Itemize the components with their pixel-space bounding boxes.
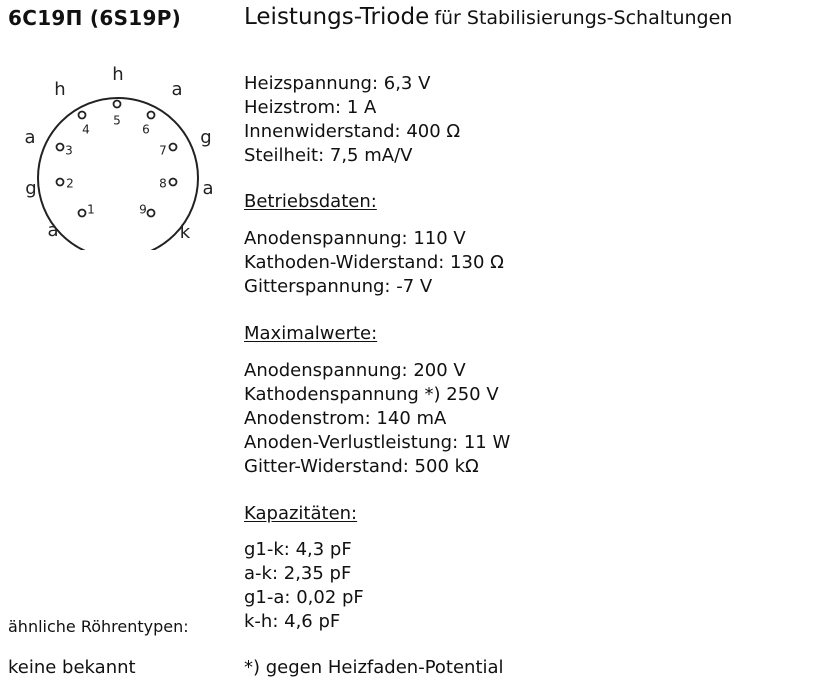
- title-main: Leistungs-Triode: [244, 4, 430, 30]
- pin-function-5: h: [112, 64, 124, 85]
- pin-hole-9: [148, 210, 155, 217]
- pin-hole-8: [170, 179, 177, 186]
- maximum-block: [244, 359, 510, 479]
- page-title: [244, 4, 732, 30]
- pinout-diagram: [10, 55, 215, 250]
- pin-function-2: g: [25, 178, 37, 199]
- pin-number-1: 1: [87, 202, 95, 217]
- pin-hole-3: [57, 144, 64, 151]
- pin-function-9: k: [179, 222, 191, 243]
- pin-function-7: g: [200, 127, 212, 148]
- pin-number-8: 8: [159, 176, 167, 191]
- pin-number-9: 9: [139, 202, 147, 217]
- maximum-item: Anodenstrom: 140 mA: [244, 408, 447, 429]
- operating-item: Anodenspannung: 110 V: [244, 228, 466, 249]
- maximum-item: Kathodenspannung *) 250 V: [244, 384, 499, 405]
- pin-hole-7: [170, 144, 177, 151]
- operating-block: [244, 227, 504, 299]
- pin-hole-5: [114, 101, 121, 108]
- operating-item: Kathoden-Widerstand: 130 Ω: [244, 252, 504, 273]
- pin-number-7: 7: [159, 143, 167, 158]
- capacitance-item: g1-k: 4,3 pF: [244, 539, 352, 560]
- pin-function-3: a: [24, 127, 36, 148]
- pin-hole-6: [148, 112, 155, 119]
- similar-types-label: ähnliche Röhrentypen:: [8, 617, 189, 636]
- spec-transconductance: Steilheit: 7,5 mA/V: [244, 145, 413, 166]
- pin-number-3: 3: [65, 143, 73, 158]
- pin-function-4: h: [54, 79, 66, 100]
- spec-internal-resistance: Innenwiderstand: 400 Ω: [244, 121, 461, 142]
- pin-number-5: 5: [113, 113, 121, 128]
- pin-number-6: 6: [142, 122, 150, 137]
- pin-hole-2: [57, 179, 64, 186]
- spec-heater-voltage: Heizspannung: 6,3 V: [244, 73, 431, 94]
- pin-function-6: a: [171, 79, 183, 100]
- operating-heading: Betriebsdaten:: [244, 191, 377, 212]
- spec-heater-current: Heizstrom: 1 A: [244, 97, 377, 118]
- pin-number-2: 2: [66, 176, 74, 191]
- pin-function-8: a: [202, 178, 214, 199]
- tube-type-title: 6C19П (6S19P): [8, 6, 182, 30]
- footnote: *) gegen Heizfaden-Potential: [244, 657, 504, 678]
- pin-hole-1: [79, 210, 86, 217]
- capacitance-block: [244, 538, 364, 634]
- maximum-heading: Maximalwerte:: [244, 323, 378, 344]
- maximum-item: Gitter-Widerstand: 500 kΩ: [244, 456, 479, 477]
- capacitance-item: a-k: 2,35 pF: [244, 563, 352, 584]
- title-sub: für Stabilisierungs-Schaltungen: [434, 7, 733, 29]
- pin-hole-4: [79, 112, 86, 119]
- maximum-item: Anodenspannung: 200 V: [244, 360, 466, 381]
- capacitance-item: k-h: 4,6 pF: [244, 611, 341, 632]
- capacitance-heading: Kapazitäten:: [244, 503, 358, 524]
- operating-item: Gitterspannung: -7 V: [244, 276, 433, 297]
- pin-number-4: 4: [82, 122, 90, 137]
- capacitance-item: g1-a: 0,02 pF: [244, 587, 364, 608]
- similar-types-value: keine bekannt: [8, 657, 136, 678]
- maximum-item: Anoden-Verlustleistung: 11 W: [244, 432, 511, 453]
- specs-block: [244, 72, 460, 168]
- pin-function-1: a: [47, 220, 59, 241]
